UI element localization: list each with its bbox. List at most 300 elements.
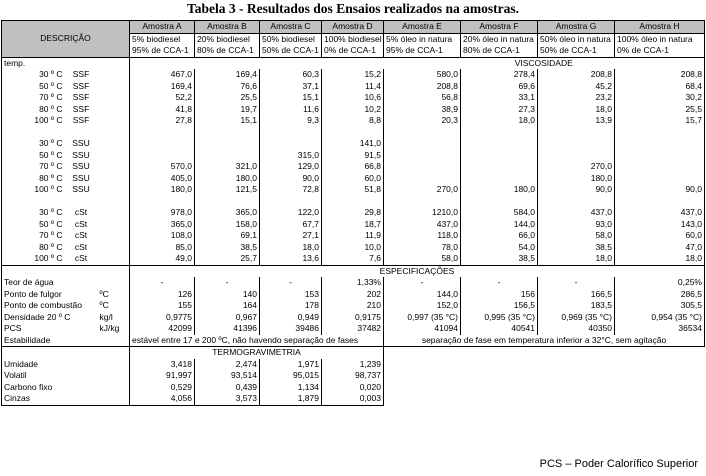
- blank-cell: [538, 196, 615, 208]
- blank-cell: [384, 196, 461, 208]
- value-cell: 0,9775: [130, 312, 195, 324]
- value-cell: 19,7: [195, 104, 260, 116]
- temp-cell: 100 º C: [2, 253, 65, 265]
- temp-cell: 70 º C: [2, 92, 65, 104]
- value-cell: 180,0: [461, 184, 538, 196]
- value-cell: 40350: [538, 323, 615, 335]
- value-cell: 278,4: [461, 69, 538, 81]
- value-cell: 49,0: [130, 253, 195, 265]
- composicao-cell: 0% de CCA-1: [322, 45, 384, 57]
- composicao-cell: 50% óleo in natura: [538, 33, 615, 45]
- value-cell: 365,0: [195, 207, 260, 219]
- table-title: Tabela 3 - Resultados dos Ensaios realizados na amostras.: [187, 1, 519, 16]
- value-cell: 437,0: [615, 207, 705, 219]
- value-cell: 180,0: [130, 184, 195, 196]
- value-cell: 580,0: [384, 69, 461, 81]
- value-cell: 90,0: [538, 184, 615, 196]
- composicao-cell: 50% de CCA-1: [538, 45, 615, 57]
- value-cell: 41396: [195, 323, 260, 335]
- value-cell: 178: [260, 300, 322, 312]
- spec-name: Teor de água: [2, 277, 98, 289]
- blank-cell: [130, 196, 195, 208]
- blank-cell: [98, 115, 130, 127]
- value-cell: 10,6: [322, 92, 384, 104]
- amostra-header: Amostra F: [461, 21, 538, 34]
- value-cell: 166,5: [538, 289, 615, 301]
- value-cell: 570,0: [130, 161, 195, 173]
- value-cell: 180,0: [538, 173, 615, 185]
- temp-cell: 30 º C: [2, 138, 65, 150]
- viscosity-row: [2, 138, 705, 150]
- value-cell: [130, 138, 195, 150]
- composicao-cell: 50% de CCA-1: [260, 45, 322, 57]
- unit-cell: SSU: [72, 184, 90, 195]
- blank-cell: [98, 184, 130, 196]
- value-cell: 286,5: [615, 289, 705, 301]
- temp-cell: 50 º C: [2, 219, 65, 231]
- value-cell: 66,0: [461, 230, 538, 242]
- composicao-cell: 5% biodiesel: [130, 33, 195, 45]
- value-cell: 156,5: [461, 300, 538, 312]
- value-cell: 41,8: [130, 104, 195, 116]
- value-cell: [538, 138, 615, 150]
- value-cell: 78,0: [384, 242, 461, 254]
- value-cell: 68,4: [615, 81, 705, 93]
- value-cell: 66,8: [322, 161, 384, 173]
- value-cell: 15,1: [195, 115, 260, 127]
- blank-cell: [98, 138, 130, 150]
- blank-cell: [615, 127, 705, 139]
- value-cell: 91,997: [130, 370, 195, 382]
- value-cell: 169,4: [130, 81, 195, 93]
- amostra-header: Amostra A: [130, 21, 195, 34]
- section-especificacoes: ESPECIFICAÇÕES: [130, 265, 705, 277]
- value-cell: 144,0: [461, 219, 538, 231]
- value-cell: -: [384, 277, 461, 289]
- viscosity-row: [2, 92, 705, 104]
- value-cell: 467,0: [130, 69, 195, 81]
- value-cell: 270,0: [384, 184, 461, 196]
- value-cell: 122,0: [260, 207, 322, 219]
- value-cell: -: [538, 277, 615, 289]
- value-cell: 76,6: [195, 81, 260, 93]
- stability-oleo: separação de fase em temperatura inferior a 32°C, sem agitação: [384, 335, 705, 347]
- blank-cell: [195, 196, 260, 208]
- stability-row: [2, 335, 705, 347]
- value-cell: 58,0: [384, 253, 461, 265]
- value-cell: [384, 150, 461, 162]
- value-cell: 33,1: [461, 92, 538, 104]
- spec-name: Ponto de fulgor: [2, 289, 98, 301]
- viscosity-row: [2, 242, 705, 254]
- viscosity-row: [2, 253, 705, 265]
- value-cell: [461, 173, 538, 185]
- value-cell: 9,3: [260, 115, 322, 127]
- tg-row: [2, 359, 705, 371]
- spec-row: [2, 300, 705, 312]
- unit-cell: cSt: [74, 207, 88, 218]
- unit-cell: ºC: [99, 300, 109, 311]
- value-cell: 56,8: [384, 92, 461, 104]
- value-cell: [538, 150, 615, 162]
- header-row: [2, 21, 705, 34]
- value-cell: 11,9: [322, 230, 384, 242]
- stability-biodiesel: estável entre 17 e 200 ºC, não havendo separação de fases: [130, 335, 384, 347]
- amostra-header: Amostra E: [384, 21, 461, 34]
- composicao-cell: 100% óleo in natura: [615, 33, 705, 45]
- spec-row: [2, 277, 705, 289]
- value-cell: 15,7: [615, 115, 705, 127]
- value-cell: 69,1: [195, 230, 260, 242]
- composicao-cell: 5% óleo in natura: [384, 33, 461, 45]
- blank-cell: [98, 81, 130, 93]
- value-cell: [461, 161, 538, 173]
- value-cell: 365,0: [130, 219, 195, 231]
- blank-cell: [384, 393, 705, 405]
- value-cell: 27,8: [130, 115, 195, 127]
- temp-cell: 50 º C: [2, 150, 65, 162]
- tg-name: Umidade: [2, 359, 130, 371]
- viscosity-row: [2, 127, 705, 139]
- value-cell: 129,0: [260, 161, 322, 173]
- temp-label: temp.: [2, 57, 65, 69]
- value-cell: 1,33%: [322, 277, 384, 289]
- value-cell: 11,4: [322, 81, 384, 93]
- blank-cell: [98, 219, 130, 231]
- value-cell: 0,439: [195, 382, 260, 394]
- value-cell: 0,020: [322, 382, 384, 394]
- value-cell: 42099: [130, 323, 195, 335]
- blank-cell: [2, 127, 130, 139]
- viscosity-row: [2, 161, 705, 173]
- unit-cell: SSU: [72, 161, 90, 172]
- value-cell: 60,0: [322, 173, 384, 185]
- composicao-cell: 80% de CCA-1: [461, 45, 538, 57]
- value-cell: 126: [130, 289, 195, 301]
- value-cell: 305,5: [615, 300, 705, 312]
- value-cell: 437,0: [384, 219, 461, 231]
- unit-cell: SSF: [72, 92, 90, 103]
- unit-cell: ºC: [99, 288, 109, 299]
- value-cell: 158,0: [195, 219, 260, 231]
- value-cell: 0,529: [130, 382, 195, 394]
- unit-cell: kJ/kg: [99, 323, 120, 334]
- value-cell: 2,474: [195, 359, 260, 371]
- unit-cell: SSF: [72, 103, 90, 114]
- value-cell: 0,997 (35 °C): [384, 312, 461, 324]
- value-cell: 1,134: [260, 382, 322, 394]
- value-cell: 18,0: [461, 115, 538, 127]
- value-cell: 156: [461, 289, 538, 301]
- blank-cell: [2, 347, 130, 359]
- value-cell: 153: [260, 289, 322, 301]
- value-cell: 30,2: [615, 92, 705, 104]
- value-cell: -: [130, 277, 195, 289]
- temp-cell: 100 º C: [2, 184, 65, 196]
- blank-cell: [65, 57, 130, 69]
- spec-row: [2, 312, 705, 324]
- composicao-cell: 50% biodiesel: [260, 33, 322, 45]
- blank-cell: [130, 57, 384, 69]
- value-cell: 18,0: [260, 242, 322, 254]
- value-cell: 69,6: [461, 81, 538, 93]
- tg-name: Carbono fixo: [2, 382, 130, 394]
- value-cell: -: [195, 277, 260, 289]
- blank-cell: [98, 173, 130, 185]
- composicao-cell: 95% de CCA-1: [130, 45, 195, 57]
- value-cell: 0,949: [260, 312, 322, 324]
- value-cell: 208,8: [615, 69, 705, 81]
- blank-cell: [322, 127, 384, 139]
- blank-cell: [98, 150, 130, 162]
- composicao-cell: 20% óleo in natura: [461, 33, 538, 45]
- value-cell: 7,6: [322, 253, 384, 265]
- value-cell: 0,967: [195, 312, 260, 324]
- value-cell: [260, 138, 322, 150]
- value-cell: 164: [195, 300, 260, 312]
- amostra-header: Amostra C: [260, 21, 322, 34]
- section-row: [2, 347, 705, 359]
- value-cell: 10,0: [322, 242, 384, 254]
- unit-cell: cSt: [74, 230, 88, 241]
- value-cell: [615, 138, 705, 150]
- value-cell: [384, 138, 461, 150]
- value-cell: 40541: [461, 323, 538, 335]
- value-cell: 98,737: [322, 370, 384, 382]
- blank-cell: [130, 127, 195, 139]
- amostra-header: Amostra D: [322, 21, 384, 34]
- blank-cell: [322, 196, 384, 208]
- tg-row: [2, 393, 705, 405]
- unit-cell: SSF: [72, 69, 90, 80]
- blank-cell: [384, 359, 705, 371]
- value-cell: 143,0: [615, 219, 705, 231]
- value-cell: 11,6: [260, 104, 322, 116]
- unit-cell: kg/l: [99, 311, 113, 322]
- value-cell: 60,0: [615, 230, 705, 242]
- blank-cell: [98, 207, 130, 219]
- blank-cell: [98, 104, 130, 116]
- value-cell: 208,8: [384, 81, 461, 93]
- value-cell: [384, 161, 461, 173]
- value-cell: [195, 138, 260, 150]
- value-cell: 10,2: [322, 104, 384, 116]
- unit-cell: SSU: [72, 172, 90, 183]
- blank-cell: [98, 253, 130, 265]
- value-cell: 29,8: [322, 207, 384, 219]
- viscosity-row: [2, 184, 705, 196]
- tg-name: Cinzas: [2, 393, 130, 405]
- composicao-cell: 0% de CCA-1: [615, 45, 705, 57]
- value-cell: 85,0: [130, 242, 195, 254]
- value-cell: 67,7: [260, 219, 322, 231]
- temp-cell: 80 º C: [2, 104, 65, 116]
- value-cell: 47,0: [615, 242, 705, 254]
- value-cell: 58,0: [538, 230, 615, 242]
- spec-name: Densidade 20 º C: [2, 312, 98, 324]
- viscosity-row: [2, 230, 705, 242]
- value-cell: 121,5: [195, 184, 260, 196]
- viscosity-row: [2, 173, 705, 185]
- value-cell: 183,5: [538, 300, 615, 312]
- unit-cell: SSU: [72, 138, 90, 149]
- unit-cell: SSF: [72, 115, 90, 126]
- value-cell: 3,418: [130, 359, 195, 371]
- value-cell: 118,0: [384, 230, 461, 242]
- value-cell: 180,0: [195, 173, 260, 185]
- blank-cell: [2, 265, 130, 277]
- blank-cell: [260, 196, 322, 208]
- blank-cell: [98, 242, 130, 254]
- value-cell: 584,0: [461, 207, 538, 219]
- blank-cell: [195, 127, 260, 139]
- blank-cell: [260, 127, 322, 139]
- value-cell: 91,5: [322, 150, 384, 162]
- value-cell: 0,969 (35 °C): [538, 312, 615, 324]
- value-cell: 52,2: [130, 92, 195, 104]
- value-cell: 37,1: [260, 81, 322, 93]
- value-cell: 95,015: [260, 370, 322, 382]
- value-cell: 152,0: [384, 300, 461, 312]
- value-cell: 4,056: [130, 393, 195, 405]
- value-cell: 1210,0: [384, 207, 461, 219]
- value-cell: 315,0: [260, 150, 322, 162]
- value-cell: 20,3: [384, 115, 461, 127]
- section-termogravimetria: TERMOGRAVIMETRIA: [130, 347, 384, 359]
- descricao-header: DESCRIÇÃO: [2, 21, 130, 58]
- value-cell: 25,5: [195, 92, 260, 104]
- value-cell: 15,2: [322, 69, 384, 81]
- value-cell: 0,954 (35 °C): [615, 312, 705, 324]
- temp-cell: 70 º C: [2, 161, 65, 173]
- value-cell: 270,0: [538, 161, 615, 173]
- tg-row: [2, 370, 705, 382]
- blank-cell: [98, 230, 130, 242]
- blank-cell: [2, 196, 130, 208]
- spec-name: Ponto de combustão: [2, 300, 98, 312]
- value-cell: 38,5: [195, 242, 260, 254]
- unit-cell: cSt: [74, 218, 88, 229]
- value-cell: 13,9: [538, 115, 615, 127]
- value-cell: 72,8: [260, 184, 322, 196]
- composicao-cell: 80% de CCA-1: [195, 45, 260, 57]
- value-cell: 141,0: [322, 138, 384, 150]
- value-cell: 18,7: [322, 219, 384, 231]
- composicao-cell: 95% de CCA-1: [384, 45, 461, 57]
- tg-name: Volatil: [2, 370, 130, 382]
- viscosity-row: [2, 219, 705, 231]
- value-cell: 8,8: [322, 115, 384, 127]
- value-cell: 38,5: [461, 253, 538, 265]
- unit-cell: SSU: [72, 149, 90, 160]
- blank-cell: [384, 347, 705, 359]
- blank-cell: [384, 382, 705, 394]
- value-cell: [461, 150, 538, 162]
- spec-name: PCS: [2, 323, 98, 335]
- value-cell: 25,5: [615, 104, 705, 116]
- value-cell: 321,0: [195, 161, 260, 173]
- value-cell: 45,2: [538, 81, 615, 93]
- value-cell: [461, 138, 538, 150]
- value-cell: 1,879: [260, 393, 322, 405]
- unit-cell: cSt: [74, 241, 88, 252]
- tg-row: [2, 382, 705, 394]
- value-cell: 18,0: [538, 104, 615, 116]
- value-cell: 15,1: [260, 92, 322, 104]
- blank-cell: [384, 127, 461, 139]
- value-cell: 93,514: [195, 370, 260, 382]
- value-cell: 0,003: [322, 393, 384, 405]
- unit-cell: [98, 277, 130, 289]
- value-cell: 18,0: [615, 253, 705, 265]
- value-cell: 0,995 (35 °C): [461, 312, 538, 324]
- viscosity-row: [2, 196, 705, 208]
- value-cell: 39486: [260, 323, 322, 335]
- value-cell: 140: [195, 289, 260, 301]
- value-cell: 38,5: [538, 242, 615, 254]
- value-cell: 90,0: [615, 184, 705, 196]
- value-cell: 36534: [615, 323, 705, 335]
- value-cell: -: [461, 277, 538, 289]
- temp-cell: 70 º C: [2, 230, 65, 242]
- value-cell: 0,25%: [615, 277, 705, 289]
- value-cell: 978,0: [130, 207, 195, 219]
- blank-cell: [461, 196, 538, 208]
- value-cell: 54,0: [461, 242, 538, 254]
- viscosity-row: [2, 69, 705, 81]
- value-cell: 202: [322, 289, 384, 301]
- value-cell: [615, 150, 705, 162]
- results-table: [1, 20, 705, 406]
- value-cell: 208,8: [538, 69, 615, 81]
- temp-cell: 80 º C: [2, 173, 65, 185]
- temp-cell: 30 º C: [2, 69, 65, 81]
- section-row: [2, 265, 705, 277]
- value-cell: 155: [130, 300, 195, 312]
- value-cell: 3,573: [195, 393, 260, 405]
- value-cell: [615, 161, 705, 173]
- temp-cell: 80 º C: [2, 242, 65, 254]
- value-cell: 41094: [384, 323, 461, 335]
- composicao-cell: 100% biodiesel: [322, 33, 384, 45]
- value-cell: 169,4: [195, 69, 260, 81]
- value-cell: 1,239: [322, 359, 384, 371]
- value-cell: [130, 150, 195, 162]
- value-cell: 13,6: [260, 253, 322, 265]
- value-cell: 144,0: [384, 289, 461, 301]
- blank-cell: [98, 161, 130, 173]
- blank-cell: [98, 92, 130, 104]
- value-cell: 27,1: [260, 230, 322, 242]
- amostra-header: Amostra G: [538, 21, 615, 34]
- spec-row: [2, 289, 705, 301]
- viscosity-row: [2, 150, 705, 162]
- blank-cell: [461, 127, 538, 139]
- temp-cell: 50 º C: [2, 81, 65, 93]
- value-cell: 437,0: [538, 207, 615, 219]
- section-row: [2, 57, 705, 69]
- value-cell: 1,971: [260, 359, 322, 371]
- value-cell: [384, 173, 461, 185]
- value-cell: 210: [322, 300, 384, 312]
- section-viscosidade: VISCOSIDADE: [384, 57, 705, 69]
- unit-cell: cSt: [74, 253, 88, 264]
- value-cell: [195, 150, 260, 162]
- value-cell: -: [260, 277, 322, 289]
- blank-cell: [98, 69, 130, 81]
- value-cell: [615, 173, 705, 185]
- composicao-cell: 20% biodiesel: [195, 33, 260, 45]
